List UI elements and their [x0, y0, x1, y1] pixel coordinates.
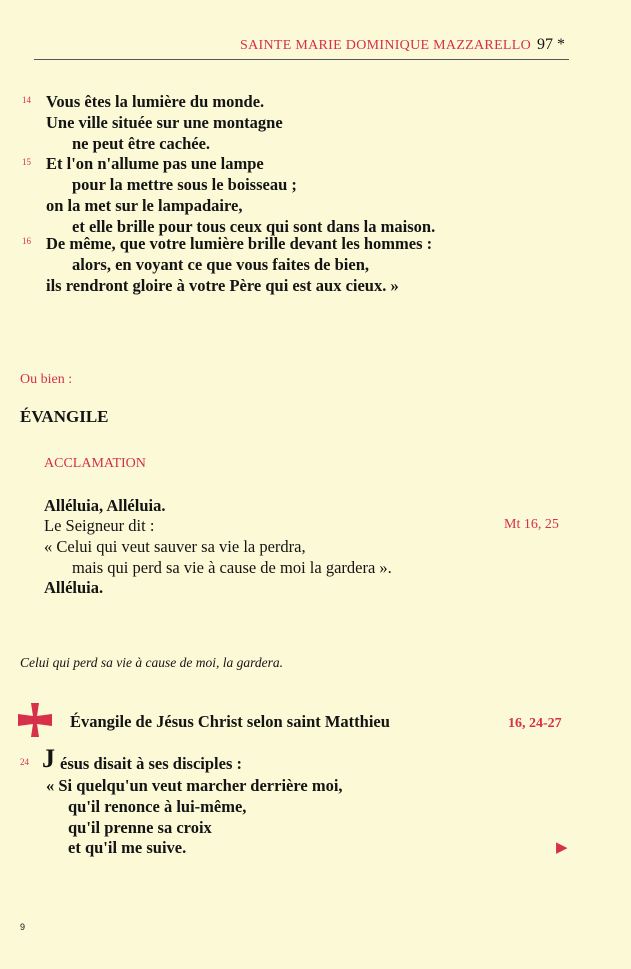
drop-cap: J — [42, 744, 55, 773]
acclamation-line: Le Seigneur dit : — [44, 516, 155, 535]
gospel-summary: Celui qui perd sa vie à cause de moi, la gardera. — [20, 655, 283, 670]
reading-line: ils rendront gloire à votre Père qui est aux cieux. » — [46, 276, 399, 295]
reading-line: ne peut être cachée. — [72, 134, 211, 153]
ou-bien-label: Ou bien : — [20, 372, 73, 387]
gospel-line: qu'il prenne sa croix — [68, 818, 212, 837]
header-rule — [34, 59, 569, 60]
verse-number-14: 14 — [22, 95, 31, 105]
reading-line: De même, que votre lumière brille devant les hommes : — [46, 234, 433, 253]
gospel-line: ésus disait à ses disciples : — [60, 754, 242, 773]
continue-arrow-icon: ▶ — [556, 840, 568, 856]
acclamation-label: ACCLAMATION — [44, 456, 146, 471]
reading-line: Vous êtes la lumière du monde. — [46, 92, 265, 111]
gospel-line: et qu'il me suive. — [68, 838, 187, 857]
gospel-line: « Si quelqu'un veut marcher derrière moi, — [46, 776, 343, 795]
acclamation-line: Alléluia. — [44, 578, 104, 597]
verse-number-16: 16 — [22, 236, 31, 246]
evangile-heading: ÉVANGILE — [20, 407, 109, 426]
gospel-reference: 16, 24-27 — [508, 716, 562, 731]
gospel-title: Évangile de Jésus Christ selon saint Matthieu — [70, 712, 390, 731]
reading-line: pour la mettre sous le boisseau ; — [72, 175, 297, 194]
reading-line: Et l'on n'allume pas une lampe — [46, 154, 264, 173]
running-title: SAINTE MARIE DOMINIQUE MAZZARELLO — [240, 38, 532, 53]
reading-line: et elle brille pour tous ceux qui sont dans la maison. — [72, 217, 436, 236]
verse-number-15: 15 — [22, 157, 31, 167]
acclamation-line: mais qui perd sa vie à cause de moi la gardera ». — [72, 558, 392, 577]
reading-line: on la met sur le lampadaire, — [46, 196, 243, 215]
acclamation-line: « Celui qui veut sauver sa vie la perdra, — [44, 537, 306, 556]
gospel-line: qu'il renonce à lui-même, — [68, 797, 247, 816]
cross-icon — [18, 703, 52, 737]
reading-line: Une ville située sur une montagne — [46, 113, 283, 132]
footer-mark: 9 — [20, 922, 26, 932]
acclamation-line: Alléluia, Alléluia. — [44, 496, 166, 515]
acclamation-reference: Mt 16, 25 — [504, 517, 559, 532]
verse-number-24: 24 — [20, 757, 29, 767]
page-number: 97 * — [537, 36, 565, 53]
reading-line: alors, en voyant ce que vous faites de bien, — [72, 255, 369, 274]
